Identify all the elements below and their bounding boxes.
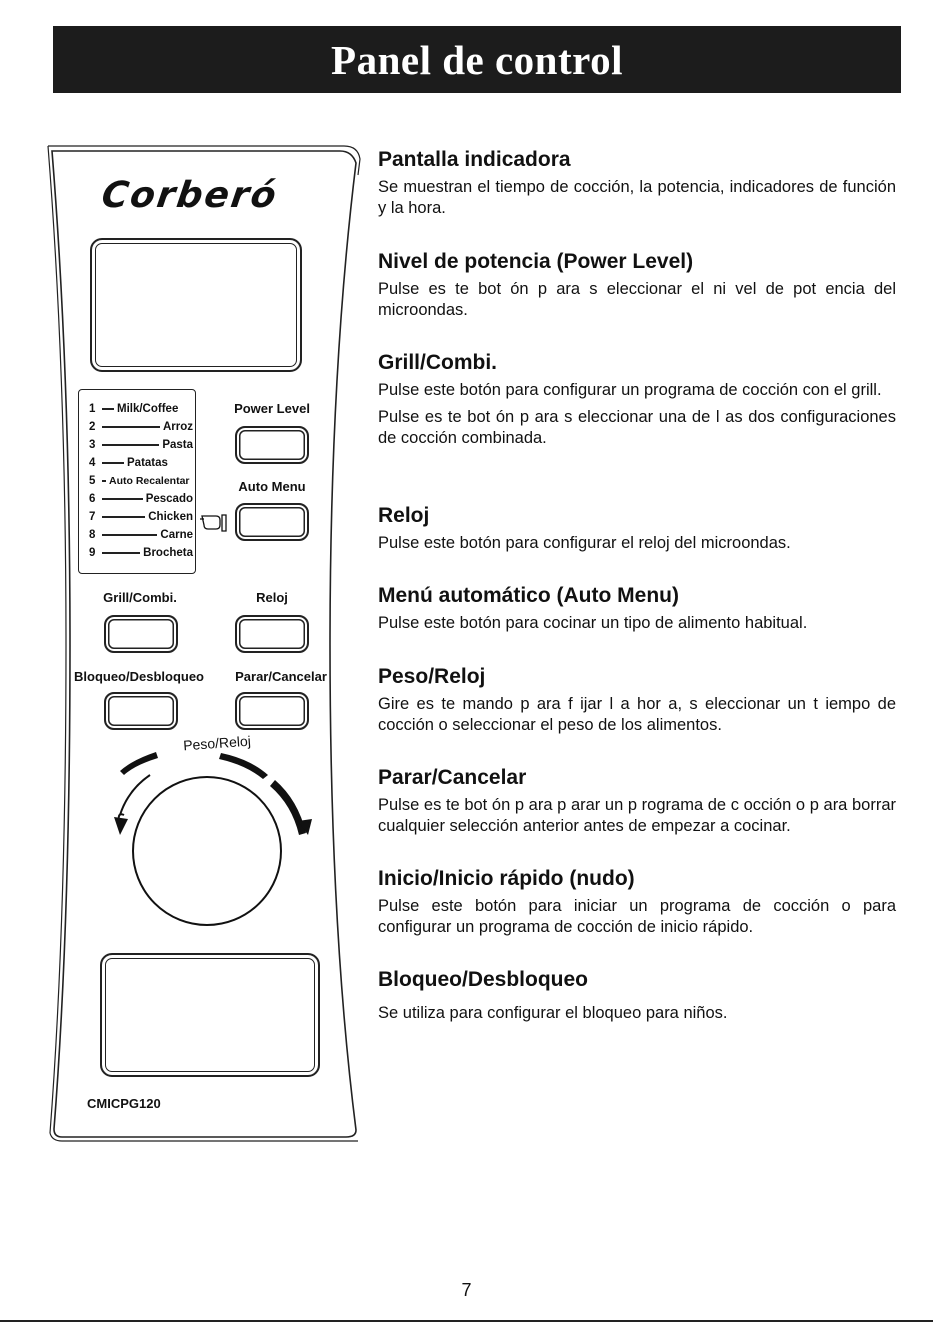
- power-level-label: Power Level: [234, 401, 310, 416]
- section-text: Gire es te mando p ara f ijar l a hor a, s eleccionar un t iempo de cocción o seleccionar el peso de los alimentos.: [378, 695, 896, 734]
- section-title: Bloqueo/Desbloqueo: [378, 968, 588, 991]
- section-title: Inicio/Inicio rápido (nudo): [378, 867, 635, 890]
- section-text: Pulse es te bot ón p ara p arar un p rograma de c occión o p ara borrar cualquier selección anterior antes de empezar a cocinar.: [378, 796, 896, 835]
- menu-item: 4 Patatas: [89, 457, 168, 469]
- section-inicio: [378, 866, 896, 938]
- section-text: Pulse este botón para configurar el reloj del microondas.: [378, 534, 791, 552]
- menu-item: 1 Milk/Coffee: [89, 403, 179, 415]
- section-text: Se utiliza para configurar el bloqueo para niños.: [378, 1004, 728, 1022]
- section-bloqueo: [378, 967, 896, 1024]
- page-header: [53, 26, 901, 93]
- section-title: Nivel de potencia (Power Level): [378, 250, 694, 273]
- bottom-rule: [0, 1320, 933, 1322]
- auto-menu-legend: [78, 389, 196, 574]
- section-text: Pulse es te bot ón p ara s eleccionar una de l as dos configuraciones de cocción combinada.: [378, 408, 896, 447]
- pointing-hand-icon: [200, 515, 226, 531]
- page-number: 7: [461, 1280, 472, 1300]
- menu-item: 7 Chicken: [89, 511, 193, 523]
- control-panel-illustration: [40, 145, 370, 1145]
- section-text: Pulse es te bot ón p ara s eleccionar el ni vel de pot encia del microondas.: [378, 280, 896, 319]
- auto-menu-label: Auto Menu: [238, 479, 306, 494]
- model-number: CMICPG120: [87, 1096, 161, 1111]
- section-title: Parar/Cancelar: [378, 766, 527, 789]
- menu-item: 2 Arroz: [89, 421, 193, 433]
- menu-item: 9 Brocheta: [89, 547, 193, 559]
- section-peso-reloj: [378, 664, 896, 736]
- section-grill-combi: [378, 350, 896, 449]
- section-text: Pulse este botón para iniciar un programa de cocción o para configurar un programa de cocción de inicio rápido.: [378, 897, 896, 936]
- display-screen: [90, 238, 302, 372]
- section-parar-cancelar: [378, 765, 896, 837]
- section-reloj: [378, 503, 896, 554]
- menu-item: 5 Auto Recalentar: [89, 475, 190, 487]
- bloqueo-button[interactable]: [104, 692, 178, 730]
- reloj-label: Reloj: [256, 590, 288, 605]
- menu-item: 3 Pasta: [89, 439, 193, 451]
- section-text: Pulse este botón para cocinar un tipo de alimento habitual.: [378, 614, 808, 632]
- menu-item: 6 Pescado: [89, 493, 193, 505]
- auto-menu-button[interactable]: [235, 503, 309, 541]
- bloqueo-label: Bloqueo/Desbloqueo: [74, 669, 204, 684]
- section-title: Reloj: [378, 504, 430, 527]
- weight-clock-dial: [133, 777, 281, 925]
- grill-combi-button[interactable]: [104, 615, 178, 653]
- parar-label: Parar/Cancelar: [235, 669, 327, 684]
- lower-window: [100, 953, 320, 1077]
- power-level-button[interactable]: [235, 426, 309, 464]
- menu-item: 8 Carne: [89, 529, 193, 541]
- section-text: Se muestran el tiempo de cocción, la potencia, indicadores de función y la hora.: [378, 178, 896, 217]
- section-pantalla: [378, 147, 896, 219]
- section-nivel-potencia: [378, 249, 896, 321]
- section-title: Menú automático (Auto Menu): [378, 584, 679, 607]
- section-text: Pulse este botón para configurar un programa de cocción con el grill.: [378, 381, 882, 399]
- section-title: Peso/Reloj: [378, 665, 486, 688]
- section-title: Pantalla indicadora: [378, 148, 571, 171]
- page-title: Panel de control: [331, 36, 623, 83]
- parar-button[interactable]: [235, 692, 309, 730]
- brand-logo: Corberó: [99, 175, 281, 216]
- grill-combi-label: Grill/Combi.: [103, 590, 177, 605]
- dial-label: Peso/Reloj: [182, 732, 252, 754]
- reloj-button[interactable]: [235, 615, 309, 653]
- section-title: Grill/Combi.: [378, 351, 498, 374]
- section-menu-automatico: [378, 583, 896, 634]
